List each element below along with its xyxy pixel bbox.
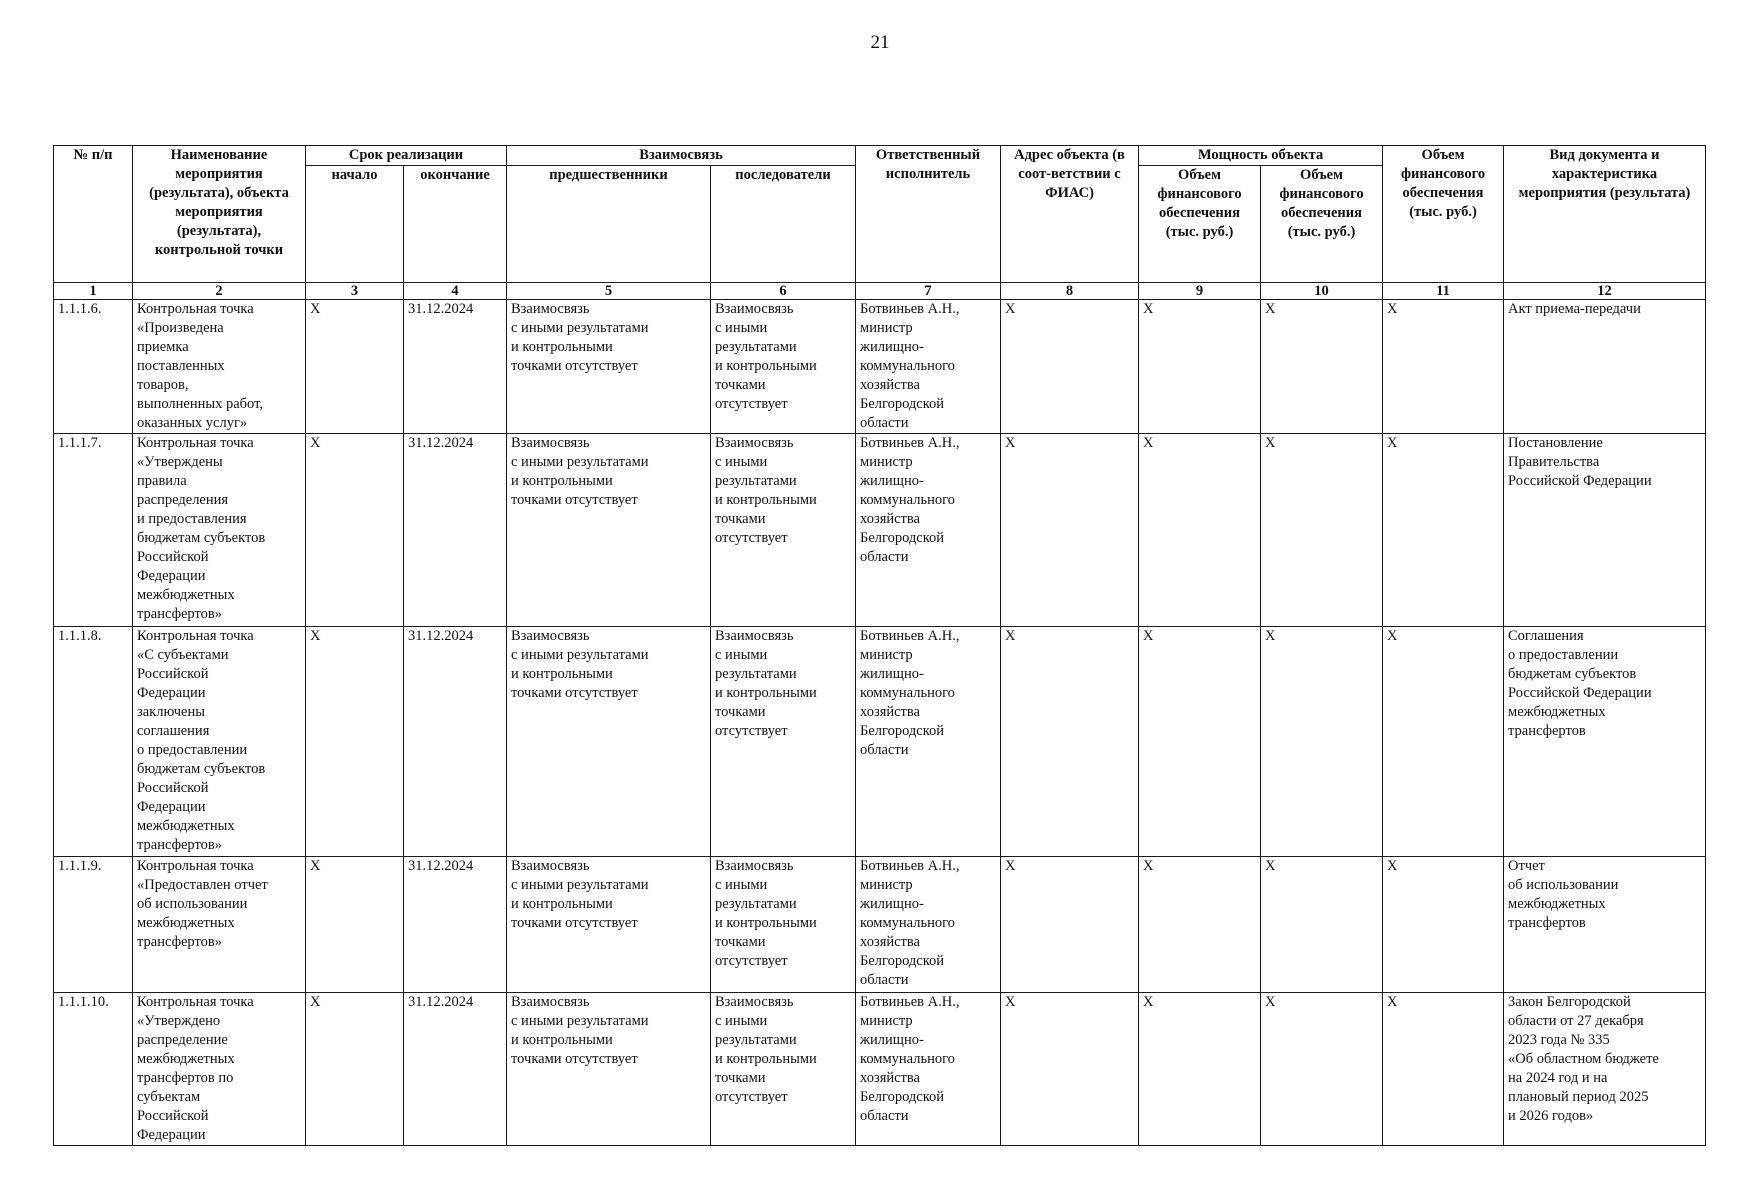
- row-capacity-1: X: [1139, 627, 1261, 857]
- row-number: 1.1.1.8.: [54, 627, 133, 857]
- header-name: Наименование мероприятия (результата), объекта мероприятия (результата), контрольной точки: [133, 146, 306, 283]
- row-capacity-1: X: [1139, 993, 1261, 1146]
- table-row: [54, 993, 1706, 1146]
- row-successors: Взаимосвязь с иными результатами и контрольными точками отсутствует: [711, 993, 856, 1146]
- row-capacity-2: X: [1261, 300, 1383, 434]
- row-capacity-2: X: [1261, 434, 1383, 627]
- column-number: 3: [306, 283, 404, 300]
- column-number: 4: [404, 283, 507, 300]
- row-document: Соглашения о предоставлении бюджетам субъектов Российской Федерации межбюджетных трансфертов: [1504, 627, 1706, 857]
- row-address: X: [1001, 300, 1139, 434]
- row-document: Акт приема-передачи: [1504, 300, 1706, 434]
- column-number: 6: [711, 283, 856, 300]
- row-finance: X: [1383, 993, 1504, 1146]
- row-successors: Взаимосвязь с иными результатами и контрольными точками отсутствует: [711, 434, 856, 627]
- header-finance: Объем финансового обеспечения (тыс. руб.): [1383, 146, 1504, 283]
- row-address: X: [1001, 857, 1139, 993]
- header-capacity-group: Мощность объекта: [1139, 146, 1383, 166]
- header-number: № п/п: [54, 146, 133, 283]
- header-responsible: Ответственный исполнитель: [856, 146, 1001, 283]
- row-responsible: Ботвиньев А.Н., министр жилищно- коммунального хозяйства Белгородской области: [856, 300, 1001, 434]
- row-address: X: [1001, 627, 1139, 857]
- row-name: Контрольная точка «Утверждено распределение межбюджетных трансфертов по субъектам Российской Федерации: [133, 993, 306, 1146]
- row-capacity-2: X: [1261, 857, 1383, 993]
- row-capacity-2: X: [1261, 993, 1383, 1146]
- row-address: X: [1001, 434, 1139, 627]
- column-number: 9: [1139, 283, 1261, 300]
- column-number: 5: [507, 283, 711, 300]
- header-capacity-fin-2: Объем финансового обеспечения (тыс. руб.): [1261, 166, 1383, 283]
- column-number: 12: [1504, 283, 1706, 300]
- row-start: X: [306, 993, 404, 1146]
- row-successors: Взаимосвязь с иными результатами и контрольными точками отсутствует: [711, 627, 856, 857]
- row-number: 1.1.1.9.: [54, 857, 133, 993]
- row-number: 1.1.1.6.: [54, 300, 133, 434]
- row-end: 31.12.2024: [404, 993, 507, 1146]
- row-responsible: Ботвиньев А.Н., министр жилищно- коммунального хозяйства Белгородской области: [856, 993, 1001, 1146]
- column-number: 8: [1001, 283, 1139, 300]
- row-document: Закон Белгородской области от 27 декабря 2023 года № 335 «Об областном бюджете на 2024 год и на плановый период 2025 и 2026 годов»: [1504, 993, 1706, 1146]
- page-number: 21: [870, 32, 890, 53]
- row-end: 31.12.2024: [404, 627, 507, 857]
- table-row: [54, 434, 1706, 627]
- row-predecessors: Взаимосвязь с иными результатами и контрольными точками отсутствует: [507, 434, 711, 627]
- row-responsible: Ботвиньев А.Н., министр жилищно- коммунального хозяйства Белгородской области: [856, 857, 1001, 993]
- row-capacity-2: X: [1261, 627, 1383, 857]
- column-number: 11: [1383, 283, 1504, 300]
- row-successors: Взаимосвязь с иными результатами и контрольными точками отсутствует: [711, 857, 856, 993]
- row-capacity-1: X: [1139, 857, 1261, 993]
- row-predecessors: Взаимосвязь с иными результатами и контрольными точками отсутствует: [507, 857, 711, 993]
- row-predecessors: Взаимосвязь с иными результатами и контрольными точками отсутствует: [507, 627, 711, 857]
- row-capacity-1: X: [1139, 300, 1261, 434]
- row-finance: X: [1383, 627, 1504, 857]
- column-number: 2: [133, 283, 306, 300]
- row-predecessors: Взаимосвязь с иными результатами и контрольными точками отсутствует: [507, 993, 711, 1146]
- control-points-table: [53, 145, 1706, 1146]
- row-name: Контрольная точка «Предоставлен отчет об использовании межбюджетных трансфертов»: [133, 857, 306, 993]
- row-start: X: [306, 300, 404, 434]
- row-end: 31.12.2024: [404, 300, 507, 434]
- header-term-group: Срок реализации: [306, 146, 507, 166]
- table-row: [54, 627, 1706, 857]
- column-number: 7: [856, 283, 1001, 300]
- header-capacity-fin-1: Объем финансового обеспечения (тыс. руб.): [1139, 166, 1261, 283]
- row-finance: X: [1383, 857, 1504, 993]
- table-row: [54, 300, 1706, 434]
- row-responsible: Ботвиньев А.Н., министр жилищно- коммунального хозяйства Белгородской области: [856, 434, 1001, 627]
- row-name: Контрольная точка «Утверждены правила распределения и предоставления бюджетам субъектов Российской Федерации межбюджетных трансфертов»: [133, 434, 306, 627]
- row-name: Контрольная точка «Произведена приемка поставленных товаров, выполненных работ, оказанных услуг»: [133, 300, 306, 434]
- column-numbers-row: [54, 283, 1706, 300]
- row-start: X: [306, 434, 404, 627]
- header-address: Адрес объекта (в соот-ветствии с ФИАС): [1001, 146, 1139, 283]
- row-end: 31.12.2024: [404, 434, 507, 627]
- header-term-end: окончание: [404, 166, 507, 283]
- row-end: 31.12.2024: [404, 857, 507, 993]
- header-doc-type: Вид документа и характеристика мероприятия (результата): [1504, 146, 1706, 283]
- table-row: [54, 857, 1706, 993]
- header-predecessors: предшественники: [507, 166, 711, 283]
- column-number: 10: [1261, 283, 1383, 300]
- row-address: X: [1001, 993, 1139, 1146]
- row-start: X: [306, 627, 404, 857]
- header-successors: последователи: [711, 166, 856, 283]
- row-start: X: [306, 857, 404, 993]
- header-relation-group: Взаимосвязь: [507, 146, 856, 166]
- row-predecessors: Взаимосвязь с иными результатами и контрольными точками отсутствует: [507, 300, 711, 434]
- row-name: Контрольная точка «С субъектами Российской Федерации заключены соглашения о предоставлении бюджетам субъектов Российской Федерации межбюджетных трансфертов»: [133, 627, 306, 857]
- row-document: Постановление Правительства Российской Федерации: [1504, 434, 1706, 627]
- header-term-start: начало: [306, 166, 404, 283]
- row-document: Отчет об использовании межбюджетных трансфертов: [1504, 857, 1706, 993]
- row-number: 1.1.1.7.: [54, 434, 133, 627]
- row-capacity-1: X: [1139, 434, 1261, 627]
- row-responsible: Ботвиньев А.Н., министр жилищно- коммунального хозяйства Белгородской области: [856, 627, 1001, 857]
- row-successors: Взаимосвязь с иными результатами и контрольными точками отсутствует: [711, 300, 856, 434]
- column-number: 1: [54, 283, 133, 300]
- row-number: 1.1.1.10.: [54, 993, 133, 1146]
- row-finance: X: [1383, 434, 1504, 627]
- row-finance: X: [1383, 300, 1504, 434]
